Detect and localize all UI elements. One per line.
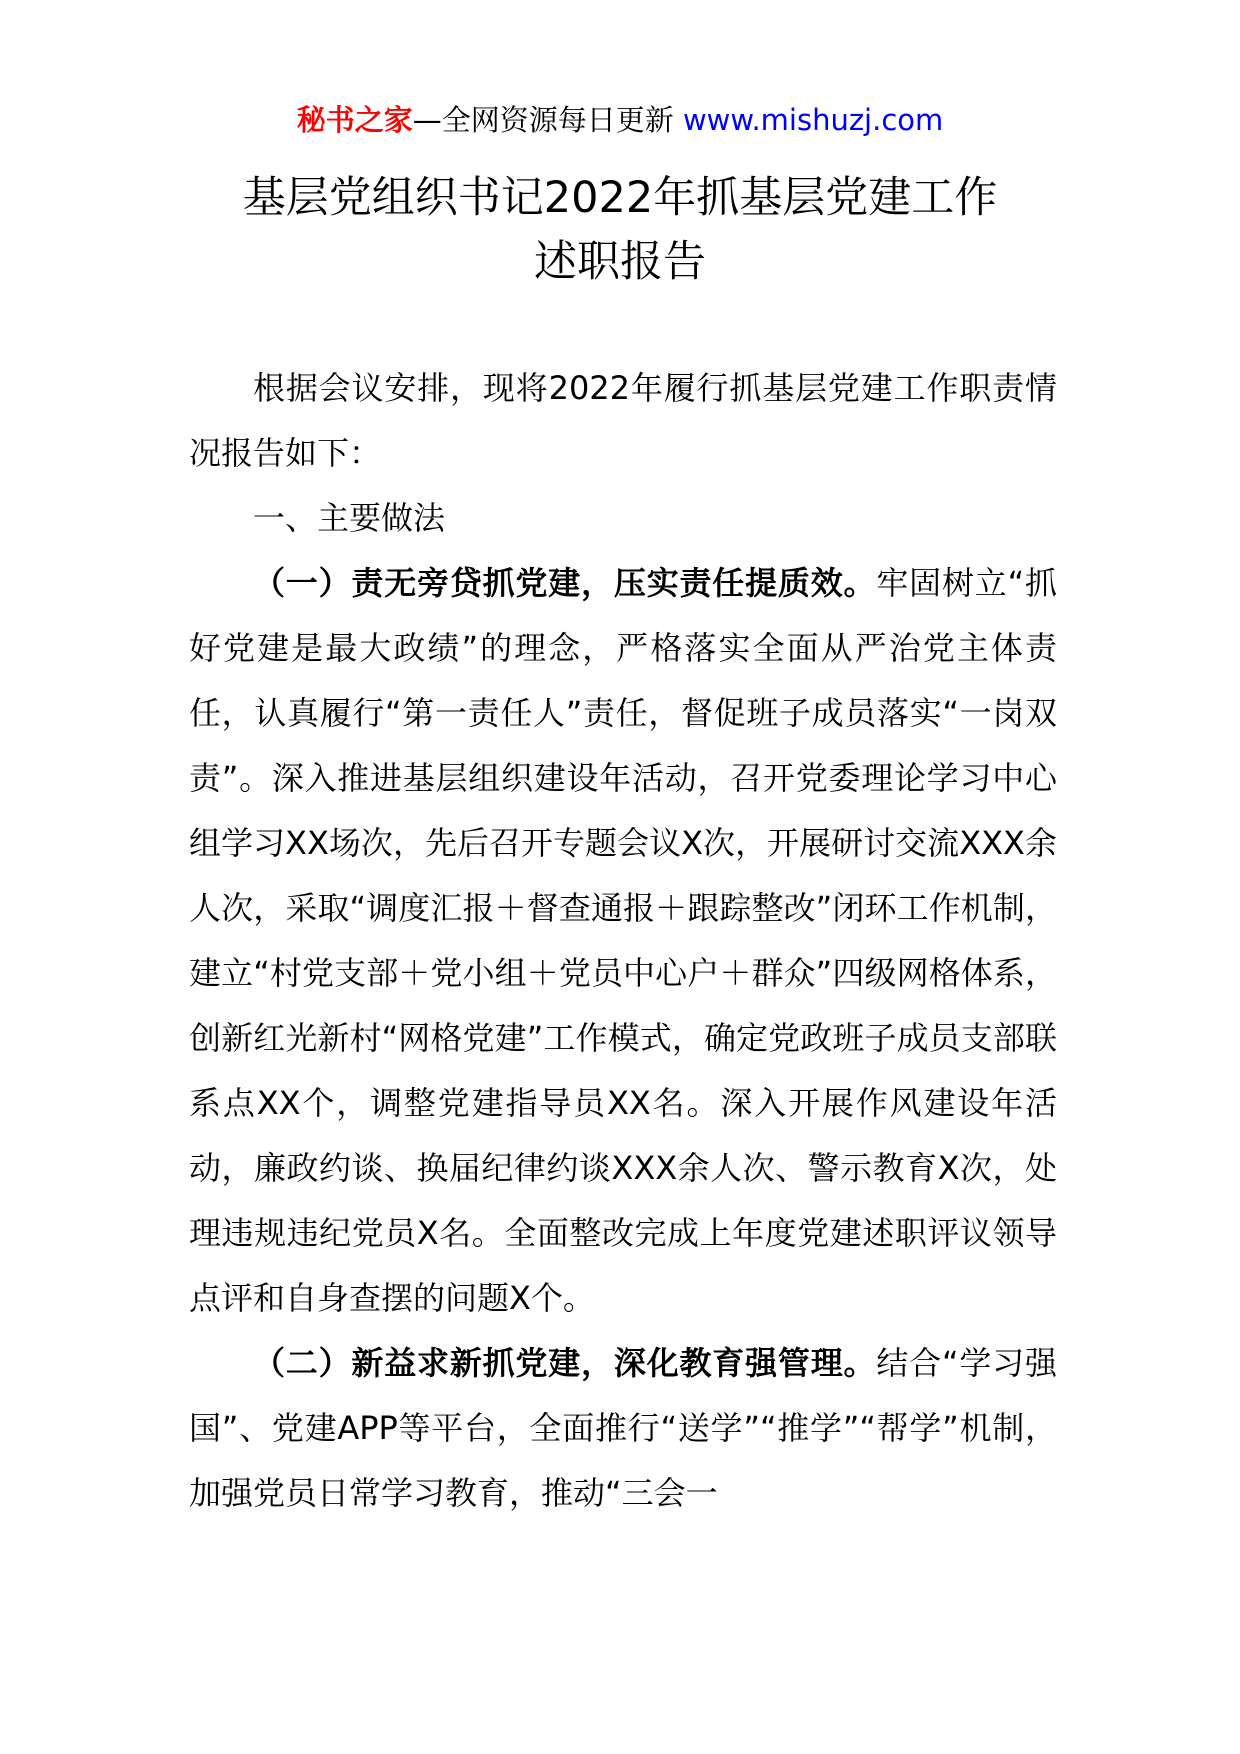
paragraph-2-text: 结合“学习强国”、党建APP等平台，全面推行“送学”“推学”“帮学”机制，加强党员日常学习教育，推动“三会一 bbox=[189, 1344, 1057, 1512]
title-line-2: 述职报告 bbox=[534, 237, 706, 287]
paragraph-2 bbox=[189, 1331, 1057, 1526]
paragraph-1-text: 牢固树立“抓好党建是最大政绩”的理念，严格落实全面从严治党主体责任，认真履行“第一责任人”责任，督促班子成员落实“一岗双责”。深入推进基层组织建设年活动，召开党委理论学习中心组学习XX场次，先后召开专题会议X次，开展研讨交流XXX余人次，采取“调度汇报＋督查通报＋跟踪整改”闭环工作机制，建立“村党支部＋党小组＋党员中心户＋群众”四级网格体系，创新红光新村“网格党建”工作模式，确定党政班子成员支部联系点XX个，调整党建指导员XX名。深入开展作风建设年活动，廉政约谈、换届纪律约谈XXX余人次、警示教育X次，处理违规违纪党员X名。全面整改完成上年度党建述职评议领导点评和自身查摆的问题X个。 bbox=[189, 564, 1057, 1317]
paragraph-1 bbox=[189, 551, 1057, 1331]
section-heading: 一、主要做法 bbox=[253, 499, 446, 537]
title-line-1: 基层党组织书记2022年抓基层党建工作 bbox=[242, 173, 998, 223]
document-body bbox=[189, 356, 1057, 1526]
paragraph-2-heading: （二）新益求新抓党建，深化教育强管理。 bbox=[253, 1344, 877, 1382]
site-header bbox=[0, 100, 1240, 140]
header-slogan: —全网资源每日更新 bbox=[412, 103, 674, 137]
document-title bbox=[0, 166, 1240, 294]
site-url-link[interactable]: www.mishuzj.com bbox=[682, 103, 944, 137]
brand-name: 秘书之家 bbox=[296, 103, 413, 137]
intro-paragraph: 根据会议安排，现将2022年履行抓基层党建工作职责情况报告如下： bbox=[189, 369, 1057, 472]
paragraph-1-heading: （一）责无旁贷抓党建，压实责任提质效。 bbox=[253, 564, 877, 602]
